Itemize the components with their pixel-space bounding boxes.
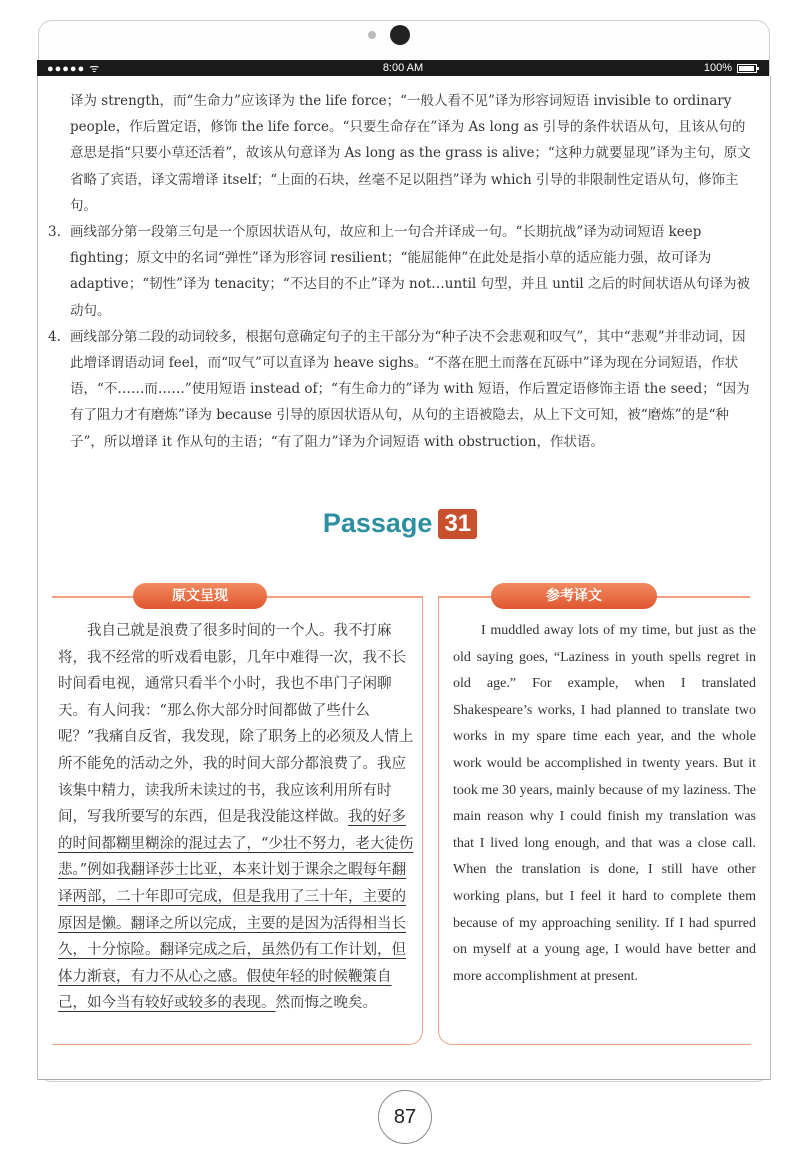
original-text (58, 618, 420, 1017)
translation-body: I muddled away lots of my time, but just as the old saying goes, “Laziness in youth spells regret in old age.” For example, when I translated Shakespeare’s works, I had planned to translate two works in my spare time each year, and the whole work would be accomplished in twenty years. But it took me 30 years, mainly because of my laziness. The main reason why I could finish my translation was that I lived long enough, and that was a close call. When the translation is done, I still have other working plans, but I feel it hard to complete them because of my approaching senility. If I had spurred on myself at a young age, I would have better and more accomplishment at present. (453, 623, 756, 984)
translation-notes (36, 88, 756, 455)
battery-indicator (704, 62, 757, 74)
status-bar (37, 60, 769, 76)
original-tab: 原文呈现 (133, 583, 267, 609)
original-plain: 我自己就是浪费了很多时间的一个人。我不打麻将，我不经常的听戏看电影，几年中难得一次，我不长时间看电视，通常只看半个小时，我也不串门子闲聊天。有人问我：“那么你大部分时间都做了些什么呢？”我痛自反省，我发现，除了职务上的必须及人情上所不能免的活动之外，我的时间大部分都浪费了。我应该集中精力，读我所未读过的书，我应该利用所有时间，写我所要写的东西，但是我没能这样做。 (58, 623, 414, 826)
note-continuation: 译为 strength，而“生命力”应该译为 the life force；“一般人看不见”译为形容词短语 invisible to ordinary people，作后置定语，修饰 the life force。“只要生命存在”译为 As long as 引导的条件状语从句，且该从句的意思是指“只要小草还活着”，故该从句意译为 As long as the grass is alive；“这种力就要显现”译为主句，原文省略了宾语，译文需增译 itself；“上面的石块，丝毫不足以阻挡”译为 which 引导的非限制性定语从句，修饰主句。 (70, 93, 751, 214)
passage-number: 31 (438, 509, 477, 539)
original-underlined: 我的好多的时间都糊里糊涂的混过去了，“少壮不努力，老大徒伤悲。”例如我翻译莎士比亚，本来计划于课余之暇每年翻译两部，二十年即可完成，但是我用了三十年，主要的原因是懒。翻译之所以完成，主要的是因为活得相当长久，十分惊险。翻译完成之后，虽然仍有工作计划，但体力渐衰，有力不从心之感。假使年轻的时候鞭策自己，如今当有较好或较多的表现。 (58, 809, 414, 1012)
note-number: 4. (48, 328, 61, 345)
battery-icon (737, 64, 757, 73)
note-number: 3. (48, 224, 61, 241)
signal-icon: ●●●●● ᯤ (47, 63, 101, 75)
original-ending: 然而悔之晚矣。 (275, 995, 377, 1012)
camera-dot-icon (368, 31, 376, 39)
translation-tab: 参考译文 (491, 583, 657, 609)
note-text: 画线部分第一段第三句是一个原因状语从句，故应和上一句合并译成一句。“长期抗战”译为动词短语 keep fighting；原文中的名词“弹性”译为形容词 resilient；“能屈能伸”在此处是指小草的适应能力强，故可译为 adaptive；“韧性”译为 tenacity；“不达目的不止”译为 not…until 句型，并且 until 之后的时间状语从句译为被动句。 (70, 224, 751, 319)
passage-label: Passage (322, 508, 433, 538)
battery-percent: 100% (703, 62, 732, 74)
camera-lens-icon (390, 25, 410, 45)
page-number: 87 (378, 1090, 432, 1144)
translation-text (453, 618, 756, 990)
note-text: 画线部分第二段的动词较多，根据句意确定句子的主干部分为“种子决不会悲观和叹气”，其中“悲观”并非动词，因此增译谓语动词 feel，而“叹气”可以直译为 heave sighs。“不落在肥土而落在瓦砾中”译为现在分词短语，作状语，“不……而……”使用短语 instead of；“有生命力的”译为 with 短语，作后置定语修饰主语 the seed；“因为有了阻力才有磨炼”译为 because 引导的原因状语从句，从句的主语被隐去，从上下文可知，被“磨炼”的是“种子”，所以增译 it 作从句的主语；“有了阻力”译为介词短语 with obstruction，作状语。 (70, 328, 750, 450)
note-item (36, 219, 756, 324)
passage-heading (0, 508, 800, 539)
note-item (36, 324, 756, 455)
status-time: 8:00 AM (382, 62, 424, 74)
